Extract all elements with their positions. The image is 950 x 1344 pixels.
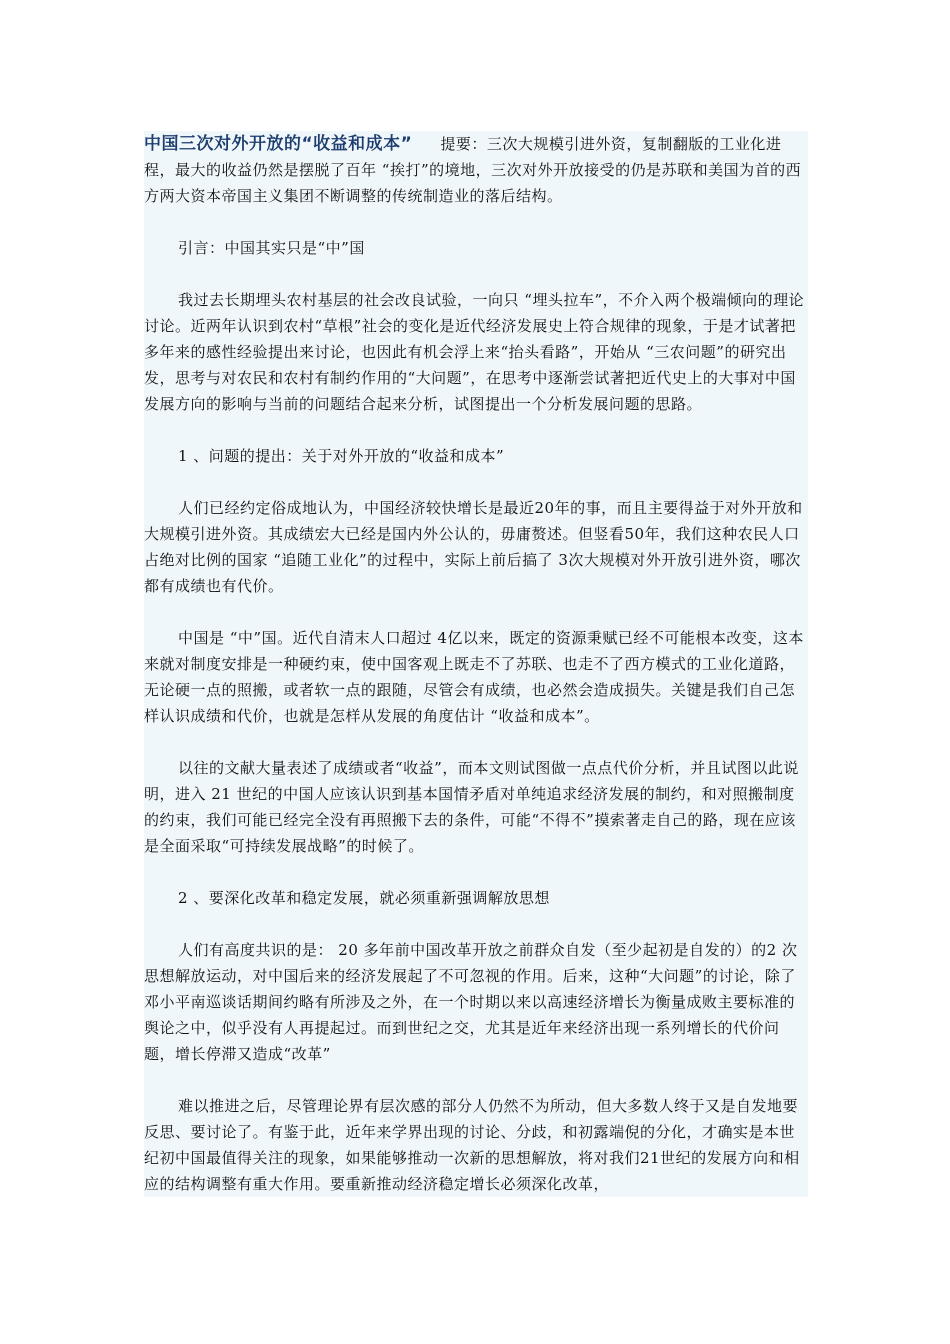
article-body: [144, 131, 808, 1197]
section-heading-1: 1 、问题的提出：关于对外开放的“收益和成本”: [144, 443, 808, 469]
paragraph: 以往的文献大量表述了成绩或者“收益”，而本文则试图做一点点代价分析，并且试图以此说明，进入 21 世纪的中国人应该认识到基本国情矛盾对单纯追求经济发展的制约，和对照搬制度的约束，我们可能已经完全没有再照搬下去的条件，可能“不得不”摸索著走自己的路，现在应该是全面采取“可持续发展战略”的时候了。: [144, 755, 808, 859]
paragraph: 难以推进之后，尽管理论界有层次感的部分人仍然不为所动，但大多数人终于又是自发地要反思、要讨论了。有鉴于此，近年来学界出现的讨论、分歧，和初露端倪的分化，才确实是本世纪初中国最值得关注的现象，如果能够推动一次新的思想解放，将对我们21世纪的发展方向和相应的结构调整有重大作用。要重新推动经济稳定增长必须深化改革，: [144, 1093, 808, 1197]
paragraph: 人们已经约定俗成地认为，中国经济较快增长是最近20年的事，而且主要得益于对外开放和大规模引进外资。其成绩宏大已经是国内外公认的，毋庸赘述。但竖看50年，我们这种农民人口占绝对比例的国家 “追随工业化”的过程中，实际上前后搞了 3次大规模对外开放引进外资，哪次都有成绩也有代价。: [144, 495, 808, 599]
paragraph: 中国是 “中”国。近代自清末人口超过 4亿以来，既定的资源秉赋已经不可能根本改变，这本来就对制度安排是一种硬约束，使中国客观上既走不了苏联、也走不了西方模式的工业化道路，无论硬一点的照搬，或者软一点的跟随，尽管会有成绩，也必然会造成损失。关键是我们自己怎样认识成绩和代价，也就是怎样从发展的角度估计 “收益和成本”。: [144, 625, 808, 729]
article-title: 中国三次对外开放的“收益和成本”: [144, 134, 413, 154]
paragraph-intro-heading: 引言：中国其实只是“中”国: [144, 235, 808, 261]
section-heading-2: 2 、要深化改革和稳定发展，就必须重新强调解放思想: [144, 885, 808, 911]
title-summary-block: [144, 131, 808, 209]
paragraph: 人们有高度共识的是： 20 多年前中国改革开放之前群众自发（至少起初是自发的）的2 次思想解放运动，对中国后来的经济发展起了不可忽视的作用。后来，这种“大问题”的讨论，除了邓小平南巡谈话期间约略有所涉及之外，在一个时期以来以高速经济增长为衡量成败主要标准的舆论之中，似乎没有人再提起过。而到世纪之交，尤其是近年来经济出现一系列增长的代价问题，增长停滞又造成“改革”: [144, 937, 808, 1067]
article-summary: 提要：三次大规模引进外资，复制翻版的工业化进程，最大的收益仍然是摆脱了百年 “挨打”的境地，三次对外开放接受的仍是苏联和美国为首的西方两大资本帝国主义集团不断调整的传统制造业的落后结构。: [144, 135, 802, 205]
paragraph: 我过去长期埋头农村基层的社会改良试验，一向只 “埋头拉车”，不介入两个极端倾向的理论讨论。近两年认识到农村“草根”社会的变化是近代经济发展史上符合规律的现象，于是才试著把多年来的感性经验提出来讨论，也因此有机会浮上来“抬头看路”，开始从 “三农问题”的研究出发，思考与对农民和农村有制约作用的“大问题”，在思考中逐渐尝试著把近代史上的大事对中国发展方向的影响与当前的问题结合起来分析，试图提出一个分析发展问题的思路。: [144, 287, 808, 417]
